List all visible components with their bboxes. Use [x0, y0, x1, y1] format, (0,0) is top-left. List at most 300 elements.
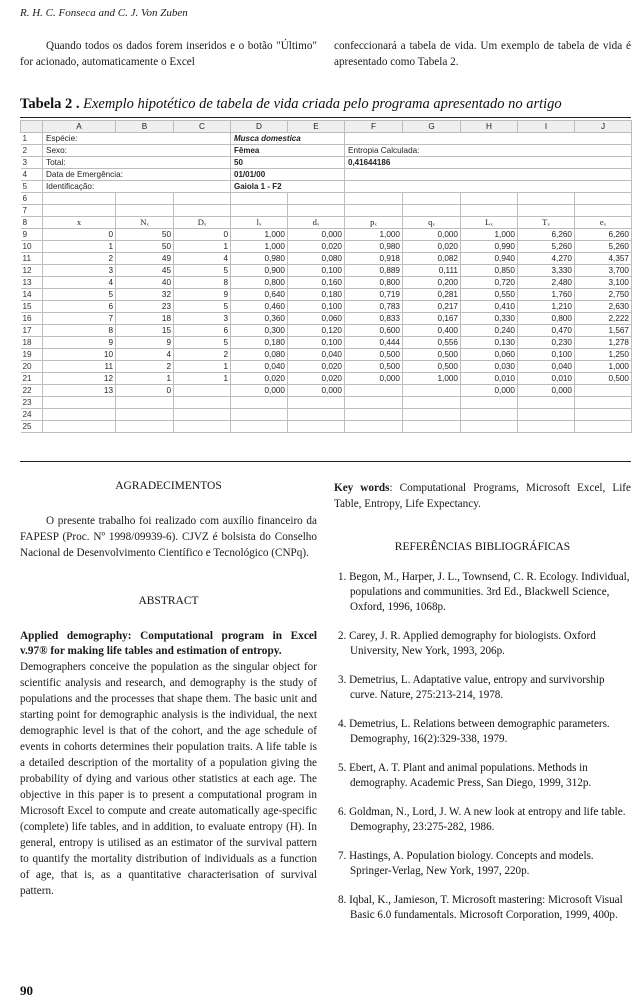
- column-heading: dₓ: [288, 217, 345, 229]
- data-cell: 1: [174, 241, 231, 253]
- data-cell: 0,167: [403, 313, 461, 325]
- table-row: [21, 181, 632, 193]
- data-cell: 9: [43, 337, 116, 349]
- data-cell: 0,020: [288, 373, 345, 385]
- data-cell: 0,130: [461, 337, 518, 349]
- sheet-cell: [345, 409, 403, 421]
- table-row: [21, 421, 632, 433]
- sheet-cell: [518, 205, 575, 217]
- table-row: [21, 133, 632, 145]
- data-cell: 0,010: [518, 373, 575, 385]
- sheet-cell: [345, 181, 632, 193]
- table-row: [21, 301, 632, 313]
- keywords-label: Key words: [334, 482, 390, 494]
- column-letter: I: [518, 121, 575, 133]
- data-cell: 3: [43, 265, 116, 277]
- data-cell: 0,080: [231, 349, 288, 361]
- data-cell: 4: [174, 253, 231, 265]
- column-heading: Nₓ: [116, 217, 174, 229]
- column-heading: Lₓ: [461, 217, 518, 229]
- info-label: Identificação:: [43, 181, 231, 193]
- table-row: [21, 337, 632, 349]
- table-caption-label: Tabela 2 .: [20, 96, 80, 112]
- sheet-cell: [288, 205, 345, 217]
- data-cell: 0,719: [345, 289, 403, 301]
- data-cell: 0,020: [288, 361, 345, 373]
- sheet-cell: [518, 397, 575, 409]
- sheet-cell: [518, 409, 575, 421]
- data-cell: 2: [116, 361, 174, 373]
- data-cell: 0,010: [461, 373, 518, 385]
- reference-item: 6. Goldman, N., Lord, J. W. A new look at entropy and life table. Demography, 23:275-282, 1986.: [338, 806, 626, 833]
- data-cell: 9: [116, 337, 174, 349]
- table-row: [21, 217, 632, 229]
- data-cell: 0,100: [288, 301, 345, 313]
- intro-left-text: Quando todos os dados forem inseridos e o botão "Último" for acionado, automaticamente o Excel: [20, 40, 317, 68]
- data-cell: 5,260: [518, 241, 575, 253]
- data-cell: 0,980: [231, 253, 288, 265]
- column-letter: G: [403, 121, 461, 133]
- column-heading: x: [43, 217, 116, 229]
- sheet-cell: [461, 193, 518, 205]
- data-cell: 2: [174, 349, 231, 361]
- data-cell: 0,217: [403, 301, 461, 313]
- data-cell: 8: [174, 277, 231, 289]
- data-cell: 3,330: [518, 265, 575, 277]
- table-row: [21, 169, 632, 181]
- data-cell: 0,230: [518, 337, 575, 349]
- data-cell: 0,470: [518, 325, 575, 337]
- sheet-cell: [575, 193, 632, 205]
- table-row: [21, 289, 632, 301]
- column-heading: Tₓ: [518, 217, 575, 229]
- sheet-cell: [345, 397, 403, 409]
- data-cell: 0,500: [345, 349, 403, 361]
- data-cell: 0,000: [403, 229, 461, 241]
- table-row: [21, 241, 632, 253]
- column-heading: eₓ: [575, 217, 632, 229]
- table-caption: [20, 96, 562, 113]
- data-cell: 0,300: [231, 325, 288, 337]
- data-cell: 1: [174, 361, 231, 373]
- data-cell: 0,918: [345, 253, 403, 265]
- sheet-cell: [231, 193, 288, 205]
- references-title: REFERÊNCIAS BIBLIOGRÁFICAS: [394, 541, 571, 553]
- row-number: 25: [21, 421, 43, 433]
- abstract-body: [20, 629, 317, 899]
- table-row: [21, 361, 632, 373]
- sheet-cell: [174, 205, 231, 217]
- sheet-cell: [231, 409, 288, 421]
- row-number: 11: [21, 253, 43, 265]
- sheet-cell: [403, 421, 461, 433]
- data-cell: 0,600: [345, 325, 403, 337]
- column-letter: [21, 121, 43, 133]
- sheet-cell: [575, 397, 632, 409]
- data-cell: 1,250: [575, 349, 632, 361]
- data-cell: 0,082: [403, 253, 461, 265]
- sheet-cell: [43, 409, 116, 421]
- table-row: [21, 349, 632, 361]
- row-number: 9: [21, 229, 43, 241]
- data-cell: [403, 385, 461, 397]
- sheet-cell: [231, 397, 288, 409]
- sheet-cell: [231, 205, 288, 217]
- data-cell: 10: [43, 349, 116, 361]
- data-cell: 0,060: [288, 313, 345, 325]
- data-cell: 0,000: [345, 373, 403, 385]
- data-cell: 32: [116, 289, 174, 301]
- data-cell: 12: [43, 373, 116, 385]
- table-row: [21, 265, 632, 277]
- sheet-cell: [403, 205, 461, 217]
- data-cell: 0,720: [461, 277, 518, 289]
- data-cell: 4: [43, 277, 116, 289]
- row-number: 12: [21, 265, 43, 277]
- info-label: Espécie:: [43, 133, 231, 145]
- spreadsheet: [20, 120, 631, 460]
- data-cell: 0,060: [461, 349, 518, 361]
- data-cell: 0,000: [461, 385, 518, 397]
- data-cell: 0,800: [345, 277, 403, 289]
- data-cell: 0,180: [231, 337, 288, 349]
- sheet-cell: [345, 205, 403, 217]
- info-value: 01/01/00: [231, 169, 345, 181]
- data-cell: 6: [174, 325, 231, 337]
- sheet-cell: [403, 193, 461, 205]
- data-cell: 0,640: [231, 289, 288, 301]
- data-cell: 5: [174, 265, 231, 277]
- data-cell: 23: [116, 301, 174, 313]
- data-cell: 18: [116, 313, 174, 325]
- data-cell: 0,410: [461, 301, 518, 313]
- data-cell: 1: [174, 373, 231, 385]
- intro-right-text: confeccionará a tabela de vida. Um exemplo de tabela de vida é apresentado como Tabela 2.: [334, 40, 631, 68]
- data-cell: 1,567: [575, 325, 632, 337]
- sheet-cell: [43, 421, 116, 433]
- data-cell: 6,260: [575, 229, 632, 241]
- row-number: 2: [21, 145, 43, 157]
- row-number: 17: [21, 325, 43, 337]
- table-row: [21, 145, 632, 157]
- data-cell: 2,750: [575, 289, 632, 301]
- data-cell: 0,833: [345, 313, 403, 325]
- row-number: 24: [21, 409, 43, 421]
- data-cell: 0,889: [345, 265, 403, 277]
- data-cell: 2,480: [518, 277, 575, 289]
- data-cell: 3,700: [575, 265, 632, 277]
- sheet-cell: [43, 205, 116, 217]
- data-cell: 2,222: [575, 313, 632, 325]
- sheet-cell: [288, 409, 345, 421]
- data-cell: 0,500: [575, 373, 632, 385]
- reference-item: 5. Ebert, A. T. Plant and animal populations. Methods in demography. Academic Press, San Diego, 1999, 312p.: [338, 762, 592, 789]
- data-cell: 1,210: [518, 301, 575, 313]
- data-cell: 0: [174, 229, 231, 241]
- data-cell: 1,278: [575, 337, 632, 349]
- column-heading: lₓ: [231, 217, 288, 229]
- sheet-cell: [116, 205, 174, 217]
- data-cell: 2,630: [575, 301, 632, 313]
- data-cell: 11: [43, 361, 116, 373]
- sheet-cell: [116, 193, 174, 205]
- data-cell: 0,940: [461, 253, 518, 265]
- sheet-cell: [575, 421, 632, 433]
- acknowledgements-text: O presente trabalho foi realizado com auxílio financeiro da FAPESP (Proc. Nº 1998/09939-6). CJVZ é bolsista do Conselho Nacional de Desenvolvimento Científico e Tecnológico (CNPq).: [20, 515, 317, 559]
- table-top-rule: [20, 117, 631, 118]
- table-row: [21, 193, 632, 205]
- data-cell: 8: [43, 325, 116, 337]
- row-number: 19: [21, 349, 43, 361]
- row-number: 13: [21, 277, 43, 289]
- row-number: 5: [21, 181, 43, 193]
- table-row: [21, 253, 632, 265]
- sheet-cell: [345, 133, 632, 145]
- data-cell: 0,000: [288, 229, 345, 241]
- data-cell: 1,760: [518, 289, 575, 301]
- data-cell: 0,100: [518, 349, 575, 361]
- sheet-cell: [43, 193, 116, 205]
- column-header-row: [21, 121, 632, 133]
- column-letter: C: [174, 121, 231, 133]
- table-caption-text: Exemplo hipotético de tabela de vida criada pelo programa apresentado no artigo: [83, 96, 562, 112]
- data-cell: 4: [116, 349, 174, 361]
- table-row: [21, 277, 632, 289]
- data-cell: 45: [116, 265, 174, 277]
- abstract-bold-title: Applied demography: Computational program in Excel v.97® for making life tables and estimation of entropy.: [20, 630, 317, 657]
- data-cell: 0,783: [345, 301, 403, 313]
- sheet-cell: [403, 409, 461, 421]
- reference-item: 7. Hastings, A. Population biology. Concepts and models. Springer-Verlag, New York, 1997, 220p.: [338, 850, 594, 877]
- sheet-cell: [461, 397, 518, 409]
- table-row: [21, 409, 632, 421]
- data-cell: 0,550: [461, 289, 518, 301]
- row-number: 21: [21, 373, 43, 385]
- reference-item: 4. Demetrius, L. Relations between demographic parameters. Demography, 16(2):329-338, 1979.: [338, 718, 610, 745]
- data-cell: 0,160: [288, 277, 345, 289]
- info-label: Data de Emergência:: [43, 169, 231, 181]
- row-number: 15: [21, 301, 43, 313]
- sheet-cell: [174, 193, 231, 205]
- keywords-text: : Computational Programs, Microsoft Excel, Life Table, Entropy, Life Expectancy.: [334, 482, 631, 510]
- data-cell: 0,000: [288, 385, 345, 397]
- data-cell: 1,000: [575, 361, 632, 373]
- data-cell: 0,180: [288, 289, 345, 301]
- info-value: 50: [231, 157, 345, 169]
- data-cell: 0,040: [518, 361, 575, 373]
- data-cell: 0,800: [231, 277, 288, 289]
- table-row: [21, 373, 632, 385]
- data-cell: 13: [43, 385, 116, 397]
- data-cell: 0,111: [403, 265, 461, 277]
- column-heading: pₓ: [345, 217, 403, 229]
- acknowledgements-body: [20, 513, 317, 561]
- table-row: [21, 205, 632, 217]
- row-number: 20: [21, 361, 43, 373]
- data-cell: 0,040: [288, 349, 345, 361]
- data-cell: 0,120: [288, 325, 345, 337]
- data-cell: 0: [116, 385, 174, 397]
- data-cell: 0,020: [403, 241, 461, 253]
- data-cell: 0,000: [231, 385, 288, 397]
- table-row: [21, 229, 632, 241]
- sheet-cell: [575, 205, 632, 217]
- data-cell: [174, 385, 231, 397]
- abstract-text: Demographers conceive the population as the singular object for scientific analysis and research, and demography is the study of populations and the processes that shape them. The basic unit and starting point for demographic analysis is the individual, the next demographic level is that of the cohort, and the age schedule of events in cohorts determines their population traits. A life table is a detailed description of the mortality of a population giving the probability of dying and various other statistics at each age. The objective in this paper is to present a computational program in Microsoft Excel to compute and create automatically age-specific (complete) life tables, and in addition, to evaluate entropy (H). In general, entropy is utilised as an estimator of the survival pattern to quantify the mortality distribution of individuals as a function of age, that is, as a quantitative characterisation of survival pattern.: [20, 661, 317, 897]
- column-letter: H: [461, 121, 518, 133]
- data-cell: 1,000: [345, 229, 403, 241]
- sheet-cell: [575, 409, 632, 421]
- data-cell: 40: [116, 277, 174, 289]
- data-cell: 0,800: [518, 313, 575, 325]
- data-cell: 9: [174, 289, 231, 301]
- row-number: 23: [21, 397, 43, 409]
- data-cell: [575, 385, 632, 397]
- reference-item: 3. Demetrius, L. Adaptative value, entropy and survivorship curve. Nature, 275:213-214, 1978.: [338, 674, 605, 701]
- data-cell: 3: [174, 313, 231, 325]
- sheet-cell: [345, 421, 403, 433]
- column-letter: E: [288, 121, 345, 133]
- data-cell: 1,000: [461, 229, 518, 241]
- info-value: Musca domestica: [231, 133, 345, 145]
- reference-item: 1. Begon, M., Harper, J. L., Townsend, C. R. Ecology. Individual, populations and communities. 3rd Ed., Blackwell Science, Oxford, 1996, 1068p.: [338, 571, 630, 613]
- data-cell: 1,000: [403, 373, 461, 385]
- data-cell: 50: [116, 241, 174, 253]
- data-cell: 5: [43, 289, 116, 301]
- column-heading: qₓ: [403, 217, 461, 229]
- column-letter: F: [345, 121, 403, 133]
- data-cell: 0,556: [403, 337, 461, 349]
- data-cell: 4,357: [575, 253, 632, 265]
- row-number: 10: [21, 241, 43, 253]
- table-row: [21, 325, 632, 337]
- sheet-cell: [461, 421, 518, 433]
- data-cell: 0,500: [403, 361, 461, 373]
- sheet-cell: [174, 409, 231, 421]
- sheet-cell: [174, 421, 231, 433]
- data-cell: 0,100: [288, 337, 345, 349]
- data-cell: 0,400: [403, 325, 461, 337]
- data-cell: 7: [43, 313, 116, 325]
- table-bottom-rule: [20, 461, 631, 462]
- table-row: [21, 397, 632, 409]
- sheet-cell: [116, 397, 174, 409]
- sheet-cell: [288, 421, 345, 433]
- running-head: R. H. C. Fonseca and C. J. Von Zuben: [20, 7, 188, 19]
- info-label: Sexo:: [43, 145, 231, 157]
- table-row: [21, 385, 632, 397]
- data-cell: 15: [116, 325, 174, 337]
- data-cell: 0,080: [288, 253, 345, 265]
- data-cell: 0,030: [461, 361, 518, 373]
- sheet-cell: [461, 205, 518, 217]
- info-value: Fêmea: [231, 145, 345, 157]
- data-cell: 0,020: [231, 373, 288, 385]
- sheet-cell: [345, 193, 403, 205]
- spreadsheet-grid: [20, 120, 632, 433]
- data-cell: 6,260: [518, 229, 575, 241]
- data-cell: 0,850: [461, 265, 518, 277]
- acknowledgements-title: AGRADECIMENTOS: [115, 480, 222, 492]
- data-cell: 50: [116, 229, 174, 241]
- data-cell: 5: [174, 301, 231, 313]
- table-row: [21, 157, 632, 169]
- sheet-cell: [231, 421, 288, 433]
- sheet-cell: [288, 193, 345, 205]
- data-cell: 0,460: [231, 301, 288, 313]
- data-cell: 1,000: [231, 229, 288, 241]
- entropy-label: Entropia Calculada:: [345, 145, 632, 157]
- data-cell: 0,500: [403, 349, 461, 361]
- data-cell: 6: [43, 301, 116, 313]
- info-value: Gaiola 1 - F2: [231, 181, 345, 193]
- column-letter: J: [575, 121, 632, 133]
- data-cell: 5,260: [575, 241, 632, 253]
- row-number: 14: [21, 289, 43, 301]
- data-cell: 0,200: [403, 277, 461, 289]
- sheet-cell: [403, 397, 461, 409]
- sheet-cell: [116, 409, 174, 421]
- data-cell: 0,100: [288, 265, 345, 277]
- row-number: 6: [21, 193, 43, 205]
- data-cell: 1: [116, 373, 174, 385]
- data-cell: 0,240: [461, 325, 518, 337]
- page-number: 90: [20, 983, 33, 998]
- data-cell: 0,444: [345, 337, 403, 349]
- row-number: 18: [21, 337, 43, 349]
- data-cell: 0,900: [231, 265, 288, 277]
- data-cell: 4,270: [518, 253, 575, 265]
- column-letter: B: [116, 121, 174, 133]
- row-number: 22: [21, 385, 43, 397]
- data-cell: 49: [116, 253, 174, 265]
- keywords-block: [334, 480, 631, 512]
- intro-right-column: [334, 38, 631, 70]
- sheet-cell: [518, 421, 575, 433]
- column-letter: A: [43, 121, 116, 133]
- data-cell: 0,330: [461, 313, 518, 325]
- data-cell: 0,000: [518, 385, 575, 397]
- intro-left-column: [20, 38, 317, 70]
- sheet-cell: [461, 409, 518, 421]
- data-cell: 0,360: [231, 313, 288, 325]
- data-cell: 0,990: [461, 241, 518, 253]
- sheet-cell: [43, 397, 116, 409]
- data-cell: 0: [43, 229, 116, 241]
- sheet-cell: [345, 169, 632, 181]
- sheet-cell: [288, 397, 345, 409]
- data-cell: 0,980: [345, 241, 403, 253]
- sheet-cell: [116, 421, 174, 433]
- data-cell: 0,281: [403, 289, 461, 301]
- reference-item: 2. Carey, J. R. Applied demography for biologists. Oxford University, New York, 1993, 206p.: [338, 630, 596, 657]
- row-number: 4: [21, 169, 43, 181]
- data-cell: 3,100: [575, 277, 632, 289]
- row-number: 8: [21, 217, 43, 229]
- info-label: Total:: [43, 157, 231, 169]
- data-cell: 1,000: [231, 241, 288, 253]
- references-list: [334, 570, 631, 937]
- row-number: 7: [21, 205, 43, 217]
- entropy-value: 0,41644186: [345, 157, 632, 169]
- row-number: 3: [21, 157, 43, 169]
- column-letter: D: [231, 121, 288, 133]
- sheet-cell: [518, 193, 575, 205]
- sheet-cell: [174, 397, 231, 409]
- reference-item: 8. Iqbal, K., Jamieson, T. Microsoft mastering: Microsoft Visual Basic 6.0 fundamentals. Microsoft Corporation, 1999, 400p.: [338, 894, 623, 921]
- abstract-title: ABSTRACT: [138, 595, 199, 607]
- data-cell: 5: [174, 337, 231, 349]
